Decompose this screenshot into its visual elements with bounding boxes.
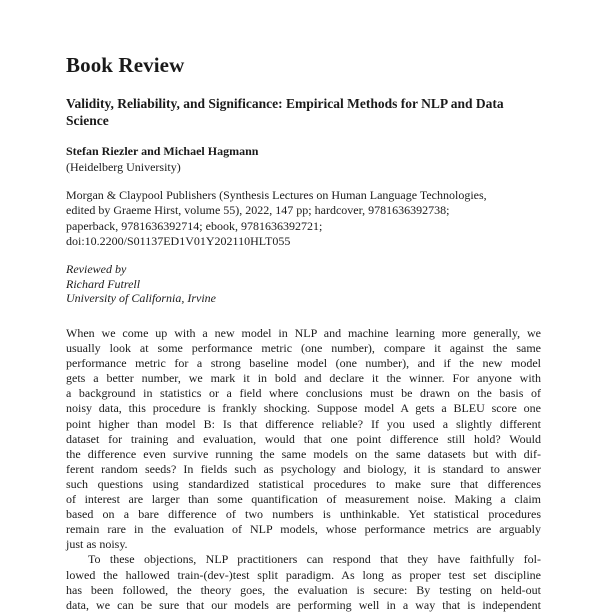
body-line: data, we can be sure that our models are performing well in a way that is independent	[66, 597, 541, 612]
book-authors	[66, 143, 258, 175]
body-line: such questions using standardized statistical procedures to make sure that differences	[66, 476, 541, 491]
publication-line: edited by Graeme Hirst, volume 55), 2022, 147 pp; hardcover, 9781636392738;	[66, 203, 450, 218]
publication-line: Morgan & Claypool Publishers (Synthesis Lectures on Human Language Technologies,	[66, 188, 487, 202]
reviewer-institution: University of California, Irvine	[66, 291, 216, 306]
body-line: ferent random seeds? In fields such as psychology and biology, it is standard to answer	[66, 461, 541, 476]
body-line: dataset for training and evaluation, would that one point difference still hold? Would	[66, 431, 541, 446]
publication-doi: doi:10.2200/S01137ED1V01Y202110HLT055	[66, 233, 291, 248]
review-title: Validity, Reliability, and Significance: Empirical Methods for NLP and Data Science	[66, 96, 504, 128]
body-line: noisy data, this procedure is frankly shocking. Suppose model A gets a BLEU score one	[66, 401, 541, 416]
body-line: When we come up with a new model in NLP and machine learning more generally, we	[66, 326, 541, 340]
reviewer-name: Richard Futrell	[66, 276, 141, 291]
body-line: a background in statistics or a field where conclusions must be drawn on the basis of	[66, 386, 541, 401]
body-line: lowed the hallowed train-(dev-)test split paradigm. As long as proper test set discipline	[66, 567, 541, 582]
body-line: remain rare in the evaluation of NLP models, whose performance metrics are arguably	[66, 522, 541, 537]
reviewer-block	[66, 262, 216, 306]
body-line: point higher than model B: Is that difference reliable? If you used a slightly different	[66, 416, 541, 431]
reviewer-label: Reviewed by	[66, 262, 127, 276]
body-line: gets a better number, we mark it in bold and declare it the winner. For anyone with	[66, 371, 541, 386]
publication-line: paperback, 9781636392714; ebook, 9781636392721;	[66, 218, 323, 233]
body-line: has been followed, the theory goes, the evaluation is secure: By testing on held-out	[66, 582, 541, 597]
publication-info	[66, 188, 546, 249]
review-body	[66, 326, 541, 613]
body-line: of interest are larger than some quantification of measurement noise. Making a claim	[66, 492, 541, 507]
author-names: Stefan Riezler and Michael Hagmann	[66, 144, 259, 158]
author-affiliation: (Heidelberg University)	[66, 160, 181, 174]
body-line: the difference even survive running the same models on the same datasets but with dif-	[66, 446, 541, 461]
body-line: based on a bare difference of two numbers is unthinkable. Yet statistical procedures	[66, 507, 541, 522]
body-line: just as noisy.	[66, 537, 128, 552]
body-line: To these objections, NLP practitioners can respond that they have faithfully fol-	[88, 552, 541, 567]
body-line: performance metric for a strong baseline model (one number), and if the new model	[66, 356, 541, 371]
body-line: usually look at some performance metric (one number), compare it against the same	[66, 341, 541, 356]
section-heading: Book Review	[66, 53, 185, 77]
